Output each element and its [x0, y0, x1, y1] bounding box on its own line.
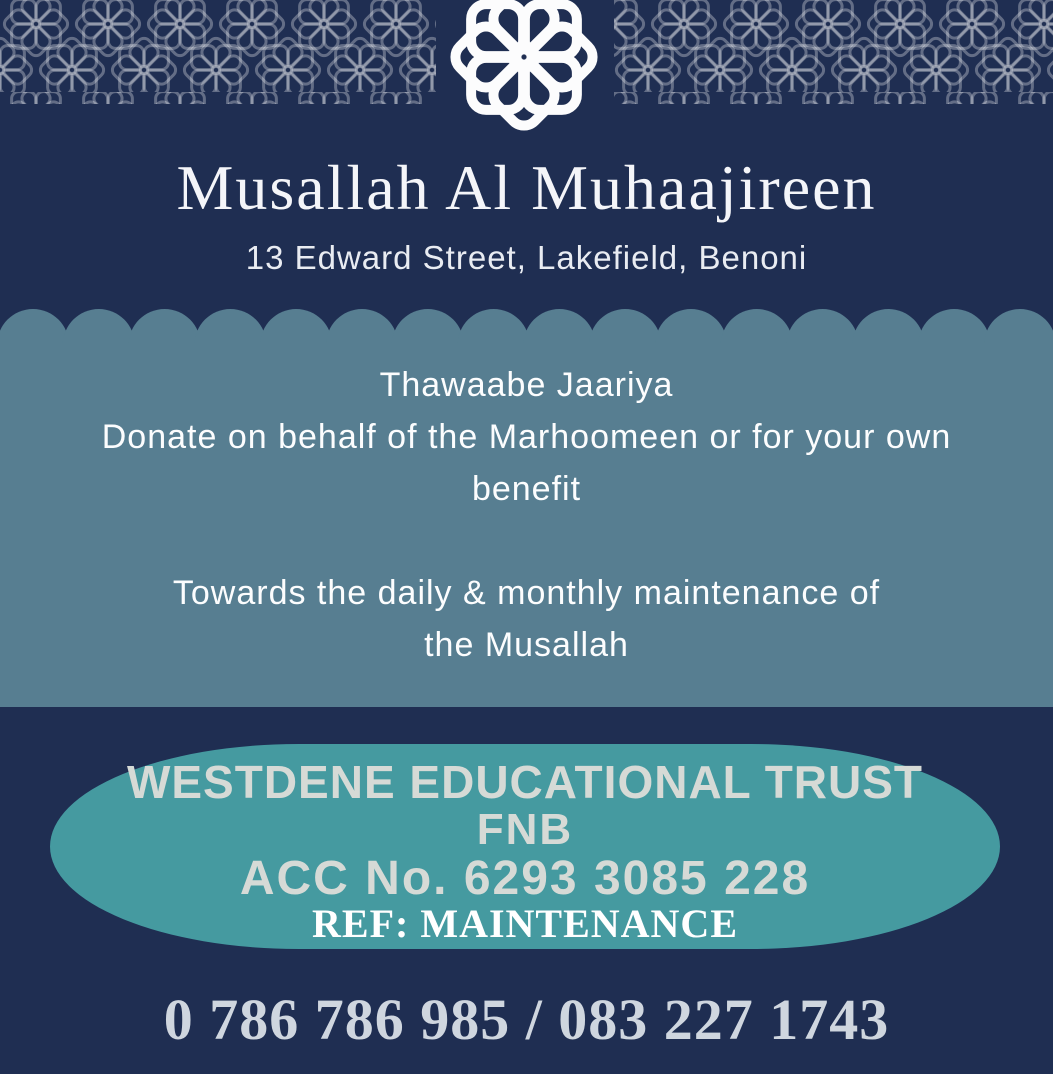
appeal-line: Towards the daily & monthly maintenance of: [172, 574, 881, 612]
bank-name: FNB: [476, 805, 574, 854]
appeal-line: Donate on behalf of the Marhoomeen or for your own: [101, 418, 952, 456]
bank-organisation-name: WESTDENE EDUCATIONAL TRUST: [126, 756, 924, 808]
bank-details-pill: [50, 744, 1000, 949]
scalloped-edge: [0, 309, 1053, 345]
poster-title: Musallah Al Muhaajireen: [176, 152, 877, 223]
appeal-line: benefit: [471, 470, 582, 508]
bank-account-number: ACC No. 6293 3085 228: [239, 852, 811, 905]
appeal-line: Thawaabe Jaariya: [379, 366, 674, 404]
contact-phone-numbers: 0 786 786 985 / 083 227 1743: [163, 987, 890, 1052]
rosette-emblem-icon: [444, 0, 604, 137]
appeal-paragraph-2: [0, 567, 1053, 671]
bank-reference: REF: MAINTENANCE: [312, 901, 738, 946]
appeal-paragraph-1: [0, 359, 1053, 515]
poster-address: 13 Edward Street, Lakefield, Benoni: [245, 239, 808, 276]
appeal-line: the Musallah: [424, 626, 629, 664]
